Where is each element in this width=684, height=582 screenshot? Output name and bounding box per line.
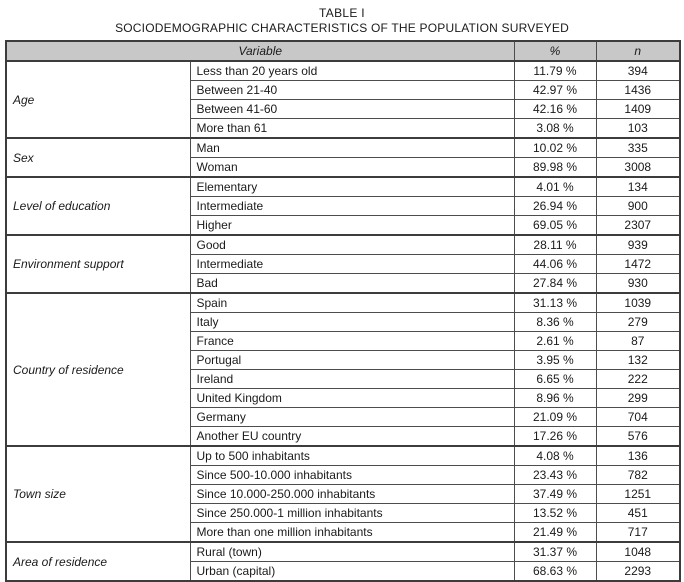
n-cell: 451 [596, 504, 680, 523]
table-row [6, 542, 680, 562]
label-cell: Intermediate [190, 255, 514, 274]
percent-cell: 31.13 % [514, 293, 596, 313]
percent-cell: 4.01 % [514, 177, 596, 197]
label-cell: Elementary [190, 177, 514, 197]
n-cell: 1251 [596, 485, 680, 504]
n-cell: 299 [596, 389, 680, 408]
label-cell: Urban (capital) [190, 562, 514, 582]
n-cell: 900 [596, 197, 680, 216]
category-cell: Sex [6, 138, 190, 177]
table-row [6, 61, 680, 81]
label-cell: Between 21-40 [190, 81, 514, 100]
table-title-block [5, 6, 679, 35]
n-cell: 394 [596, 61, 680, 81]
label-cell: Since 500-10.000 inhabitants [190, 466, 514, 485]
category-cell: Level of education [6, 177, 190, 235]
label-cell: France [190, 332, 514, 351]
percent-cell: 10.02 % [514, 138, 596, 158]
category-cell: Age [6, 61, 190, 138]
n-cell: 1472 [596, 255, 680, 274]
label-cell: Italy [190, 313, 514, 332]
label-cell: Rural (town) [190, 542, 514, 562]
label-cell: Since 250.000-1 million inhabitants [190, 504, 514, 523]
n-cell: 717 [596, 523, 680, 543]
n-cell: 1409 [596, 100, 680, 119]
percent-cell: 23.43 % [514, 466, 596, 485]
percent-cell: 26.94 % [514, 197, 596, 216]
percent-cell: 8.36 % [514, 313, 596, 332]
n-cell: 782 [596, 466, 680, 485]
n-cell: 87 [596, 332, 680, 351]
table-number-title: TABLE I [319, 6, 365, 20]
label-cell: Spain [190, 293, 514, 313]
label-cell: Up to 500 inhabitants [190, 446, 514, 466]
category-cell: Area of residence [6, 542, 190, 581]
label-cell: More than one million inhabitants [190, 523, 514, 543]
percent-cell: 68.63 % [514, 562, 596, 582]
label-cell: Between 41-60 [190, 100, 514, 119]
label-cell: Germany [190, 408, 514, 427]
n-cell: 3008 [596, 158, 680, 178]
label-cell: Higher [190, 216, 514, 236]
table-row [6, 177, 680, 197]
table-row [6, 446, 680, 466]
label-cell: More than 61 [190, 119, 514, 139]
table-row [6, 138, 680, 158]
percent-cell: 3.08 % [514, 119, 596, 139]
label-cell: Since 10.000-250.000 inhabitants [190, 485, 514, 504]
n-cell: 279 [596, 313, 680, 332]
percent-cell: 11.79 % [514, 61, 596, 81]
label-cell: Bad [190, 274, 514, 294]
table-row [6, 293, 680, 313]
label-cell: Man [190, 138, 514, 158]
n-cell: 134 [596, 177, 680, 197]
n-cell: 1436 [596, 81, 680, 100]
label-cell: Less than 20 years old [190, 61, 514, 81]
percent-cell: 17.26 % [514, 427, 596, 447]
label-cell: Woman [190, 158, 514, 178]
n-cell: 2293 [596, 562, 680, 582]
table-row [6, 235, 680, 255]
header-variable: Variable [6, 41, 514, 61]
n-cell: 103 [596, 119, 680, 139]
n-cell: 576 [596, 427, 680, 447]
table-caption: SOCIODEMOGRAPHIC CHARACTERISTICS OF THE POPULATION SURVEYED [115, 21, 569, 35]
percent-cell: 42.97 % [514, 81, 596, 100]
header-percent: % [514, 41, 596, 61]
n-cell: 939 [596, 235, 680, 255]
category-cell: Country of residence [6, 293, 190, 446]
n-cell: 1048 [596, 542, 680, 562]
percent-cell: 6.65 % [514, 370, 596, 389]
label-cell: Intermediate [190, 197, 514, 216]
percent-cell: 37.49 % [514, 485, 596, 504]
n-cell: 2307 [596, 216, 680, 236]
category-cell: Environment support [6, 235, 190, 293]
sociodemographic-table [5, 40, 681, 582]
header-n: n [596, 41, 680, 61]
percent-cell: 13.52 % [514, 504, 596, 523]
label-cell: Ireland [190, 370, 514, 389]
n-cell: 222 [596, 370, 680, 389]
n-cell: 930 [596, 274, 680, 294]
table-body [6, 61, 680, 581]
percent-cell: 28.11 % [514, 235, 596, 255]
label-cell: Good [190, 235, 514, 255]
label-cell: Another EU country [190, 427, 514, 447]
percent-cell: 8.96 % [514, 389, 596, 408]
label-cell: Portugal [190, 351, 514, 370]
n-cell: 136 [596, 446, 680, 466]
table-header-row [6, 41, 680, 61]
percent-cell: 69.05 % [514, 216, 596, 236]
percent-cell: 31.37 % [514, 542, 596, 562]
n-cell: 1039 [596, 293, 680, 313]
percent-cell: 89.98 % [514, 158, 596, 178]
label-cell: United Kingdom [190, 389, 514, 408]
percent-cell: 21.49 % [514, 523, 596, 543]
percent-cell: 21.09 % [514, 408, 596, 427]
percent-cell: 44.06 % [514, 255, 596, 274]
percent-cell: 42.16 % [514, 100, 596, 119]
percent-cell: 3.95 % [514, 351, 596, 370]
percent-cell: 2.61 % [514, 332, 596, 351]
percent-cell: 4.08 % [514, 446, 596, 466]
n-cell: 132 [596, 351, 680, 370]
n-cell: 335 [596, 138, 680, 158]
category-cell: Town size [6, 446, 190, 542]
n-cell: 704 [596, 408, 680, 427]
percent-cell: 27.84 % [514, 274, 596, 294]
